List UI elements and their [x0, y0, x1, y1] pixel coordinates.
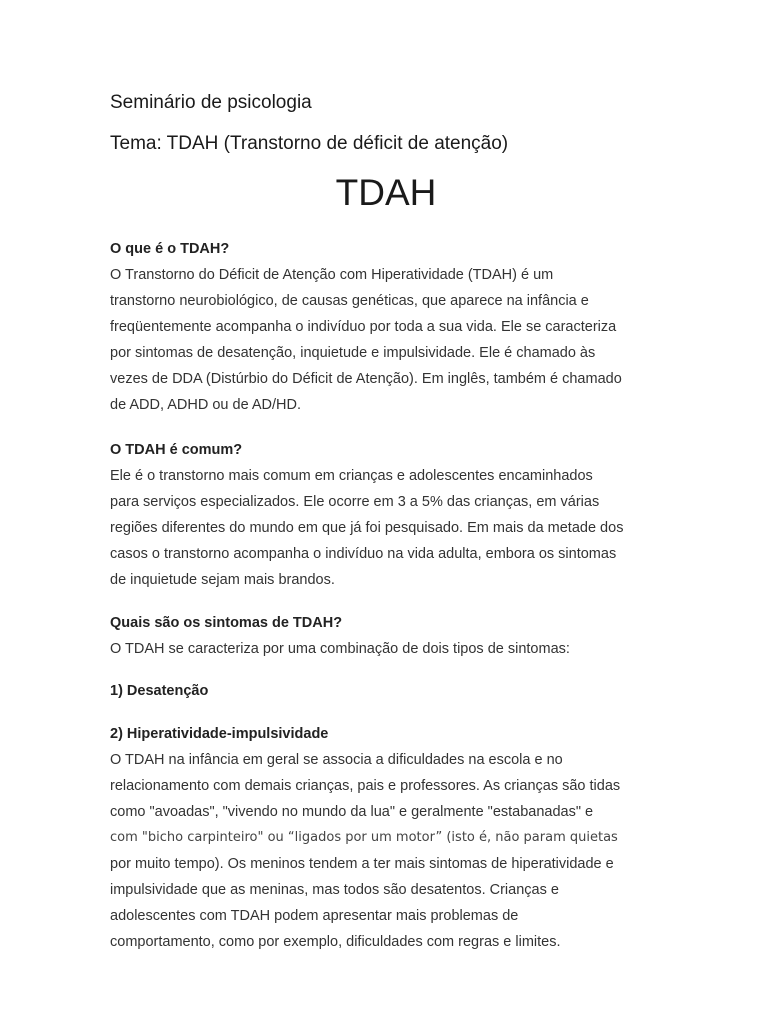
- section-is-common: [110, 440, 670, 593]
- paragraph-line: com "bicho carpinteiro" ou “ligados por um motor” (isto é, não param quietas: [110, 830, 618, 845]
- paragraph-line: de ADD, ADHD ou de AD/HD.: [110, 397, 301, 413]
- paragraph-line: O TDAH na infância em geral se associa a dificuldades na escola e no: [110, 752, 563, 768]
- paragraph-line: O TDAH se caracteriza por uma combinação de dois tipos de sintomas:: [110, 641, 570, 657]
- section-heading: Quais são os sintomas de TDAH?: [110, 615, 343, 631]
- paragraph-line: vezes de DDA (Distúrbio do Déficit de Atenção). Em inglês, também é chamado: [110, 371, 622, 387]
- paragraph-line: Ele é o transtorno mais comum em crianças e adolescentes encaminhados: [110, 468, 593, 484]
- section-what-is: [110, 239, 670, 418]
- section-heading: 2) Hiperatividade-impulsividade: [110, 726, 329, 742]
- seminar-title: Seminário de psicologia: [110, 92, 312, 113]
- paragraph-line: comportamento, como por exemplo, dificuldades com regras e limites.: [110, 934, 561, 950]
- paragraph-line: regiões diferentes do mundo em que já foi pesquisado. Em mais da metade dos: [110, 520, 624, 536]
- paragraph-line: O Transtorno do Déficit de Atenção com Hiperatividade (TDAH) é um: [110, 267, 554, 283]
- paragraph-line: de inquietude sejam mais brandos.: [110, 572, 335, 588]
- paragraph-line: para serviços especializados. Ele ocorre em 3 a 5% das crianças, em várias: [110, 494, 600, 510]
- paragraph-line: por sintomas de desatenção, inquietude e impulsividade. Ele é chamado às: [110, 345, 596, 361]
- paragraph-line: freqüentemente acompanha o indivíduo por toda a sua vida. Ele se caracteriza: [110, 319, 617, 335]
- section-inattention: [110, 681, 670, 701]
- theme-title: Tema: TDAH (Transtorno de déficit de atenção): [110, 133, 509, 154]
- section-heading: O que é o TDAH?: [110, 241, 230, 257]
- paragraph-line: por muito tempo). Os meninos tendem a ter mais sintomas de hiperatividade e: [110, 856, 614, 872]
- main-title: TDAH: [335, 172, 437, 213]
- section-symptoms: [110, 613, 670, 662]
- paragraph-line: relacionamento com demais crianças, pais e professores. As crianças são tidas: [110, 778, 621, 794]
- paragraph-line: transtorno neurobiológico, de causas genéticas, que aparece na infância e: [110, 293, 589, 309]
- section-hyperactivity: [110, 724, 670, 955]
- paragraph-line: casos o transtorno acompanha o indivíduo na vida adulta, embora os sintomas: [110, 546, 617, 562]
- paragraph-line: adolescentes com TDAH podem apresentar mais problemas de: [110, 908, 519, 924]
- paragraph-line: impulsividade que as meninas, mas todos são desatentos. Crianças e: [110, 882, 559, 898]
- section-heading: O TDAH é comum?: [110, 442, 243, 458]
- paragraph-line: como "avoadas", "vivendo no mundo da lua" e geralmente "estabanadas" e: [110, 804, 594, 820]
- section-heading: 1) Desatenção: [110, 683, 209, 699]
